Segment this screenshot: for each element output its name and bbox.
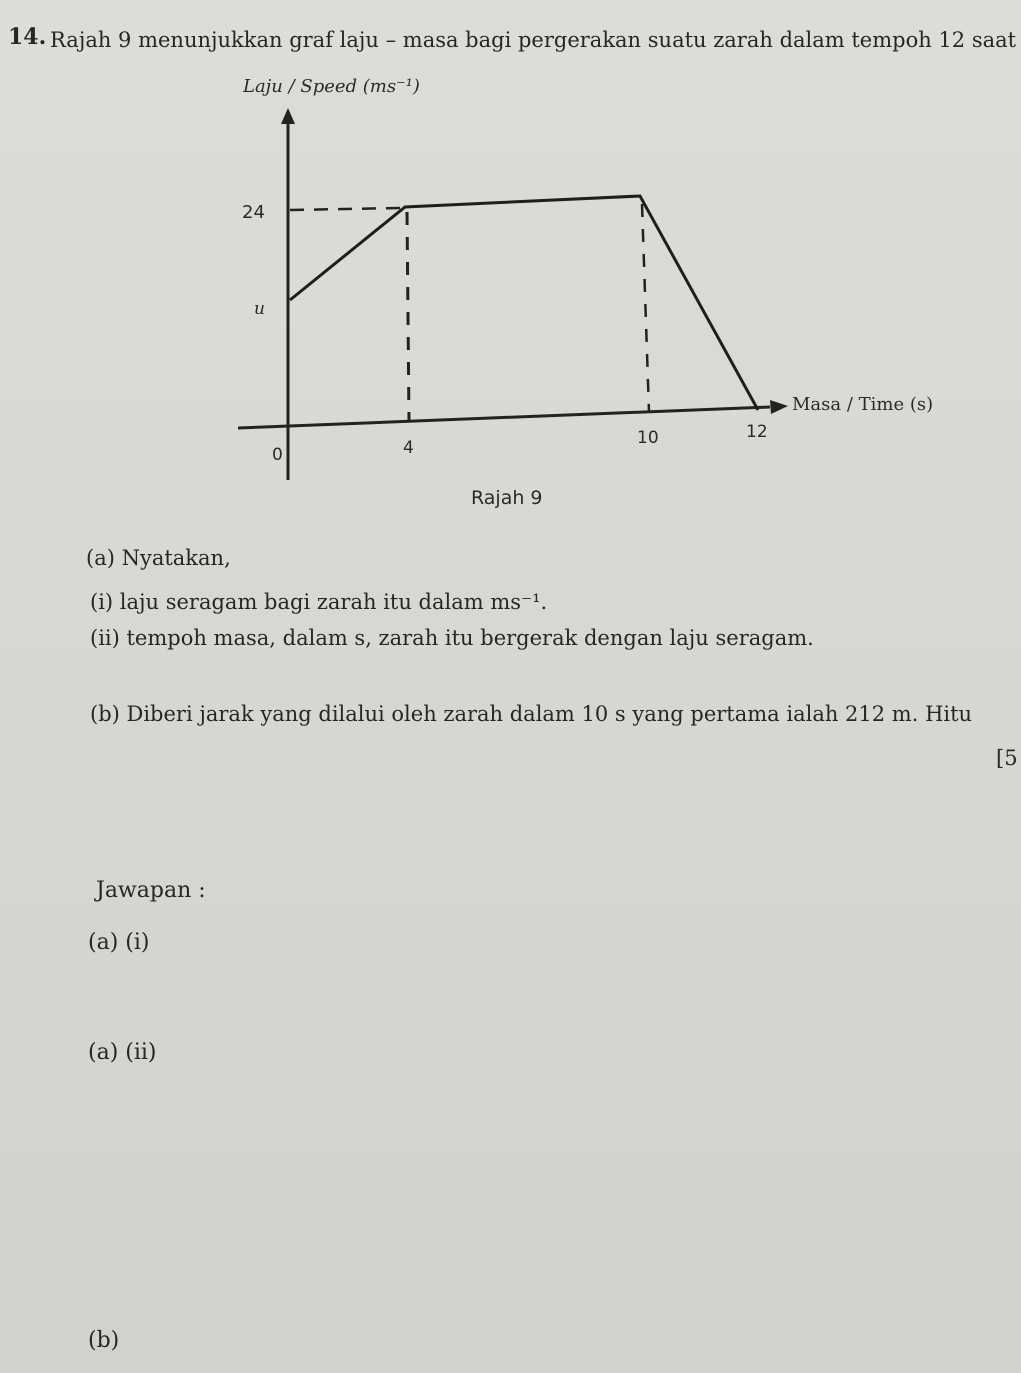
dashed-guide-t10: [642, 204, 649, 412]
answer-a-i-label: (a) (i): [88, 930, 150, 955]
part-a-heading: (a) Nyatakan,: [86, 546, 231, 570]
dashed-guide-t4: [407, 212, 409, 420]
speed-time-graph: [0, 0, 1021, 520]
answer-b-label: (b): [88, 1328, 120, 1353]
dashed-guide-24: [290, 208, 400, 210]
x-tick-0: 0: [272, 445, 283, 465]
marks-allocation: [5: [996, 746, 1018, 770]
answer-heading: Jawapan :: [96, 878, 206, 903]
x-tick-10: 10: [637, 428, 659, 448]
question-number: 14.: [8, 24, 47, 50]
x-axis-label: Masa / Time (s): [792, 394, 934, 415]
speed-series-line: [290, 196, 758, 410]
x-tick-4: 4: [403, 438, 414, 458]
y-axis-label: Laju / Speed (ms⁻¹): [243, 76, 420, 97]
x-tick-12: 12: [746, 422, 768, 442]
x-axis-arrow: [770, 400, 788, 414]
part-a-i: (i) laju seragam bagi zarah itu dalam ms⁻¹.: [90, 590, 548, 614]
x-axis: [238, 407, 770, 428]
y-tick-u: u: [254, 299, 265, 319]
part-a-ii: (ii) tempoh masa, dalam s, zarah itu bergerak dengan laju seragam.: [90, 626, 814, 650]
figure-caption: Rajah 9: [471, 487, 543, 509]
part-b: (b) Diberi jarak yang dilalui oleh zarah dalam 10 s yang pertama ialah 212 m. Hitu: [90, 702, 973, 726]
question-stem: Rajah 9 menunjukkan graf laju – masa bagi pergerakan suatu zarah dalam tempoh 12 saat: [50, 28, 1017, 52]
answer-a-ii-label: (a) (ii): [88, 1040, 157, 1065]
y-axis-arrow: [281, 108, 295, 124]
y-tick-24: 24: [242, 202, 265, 223]
